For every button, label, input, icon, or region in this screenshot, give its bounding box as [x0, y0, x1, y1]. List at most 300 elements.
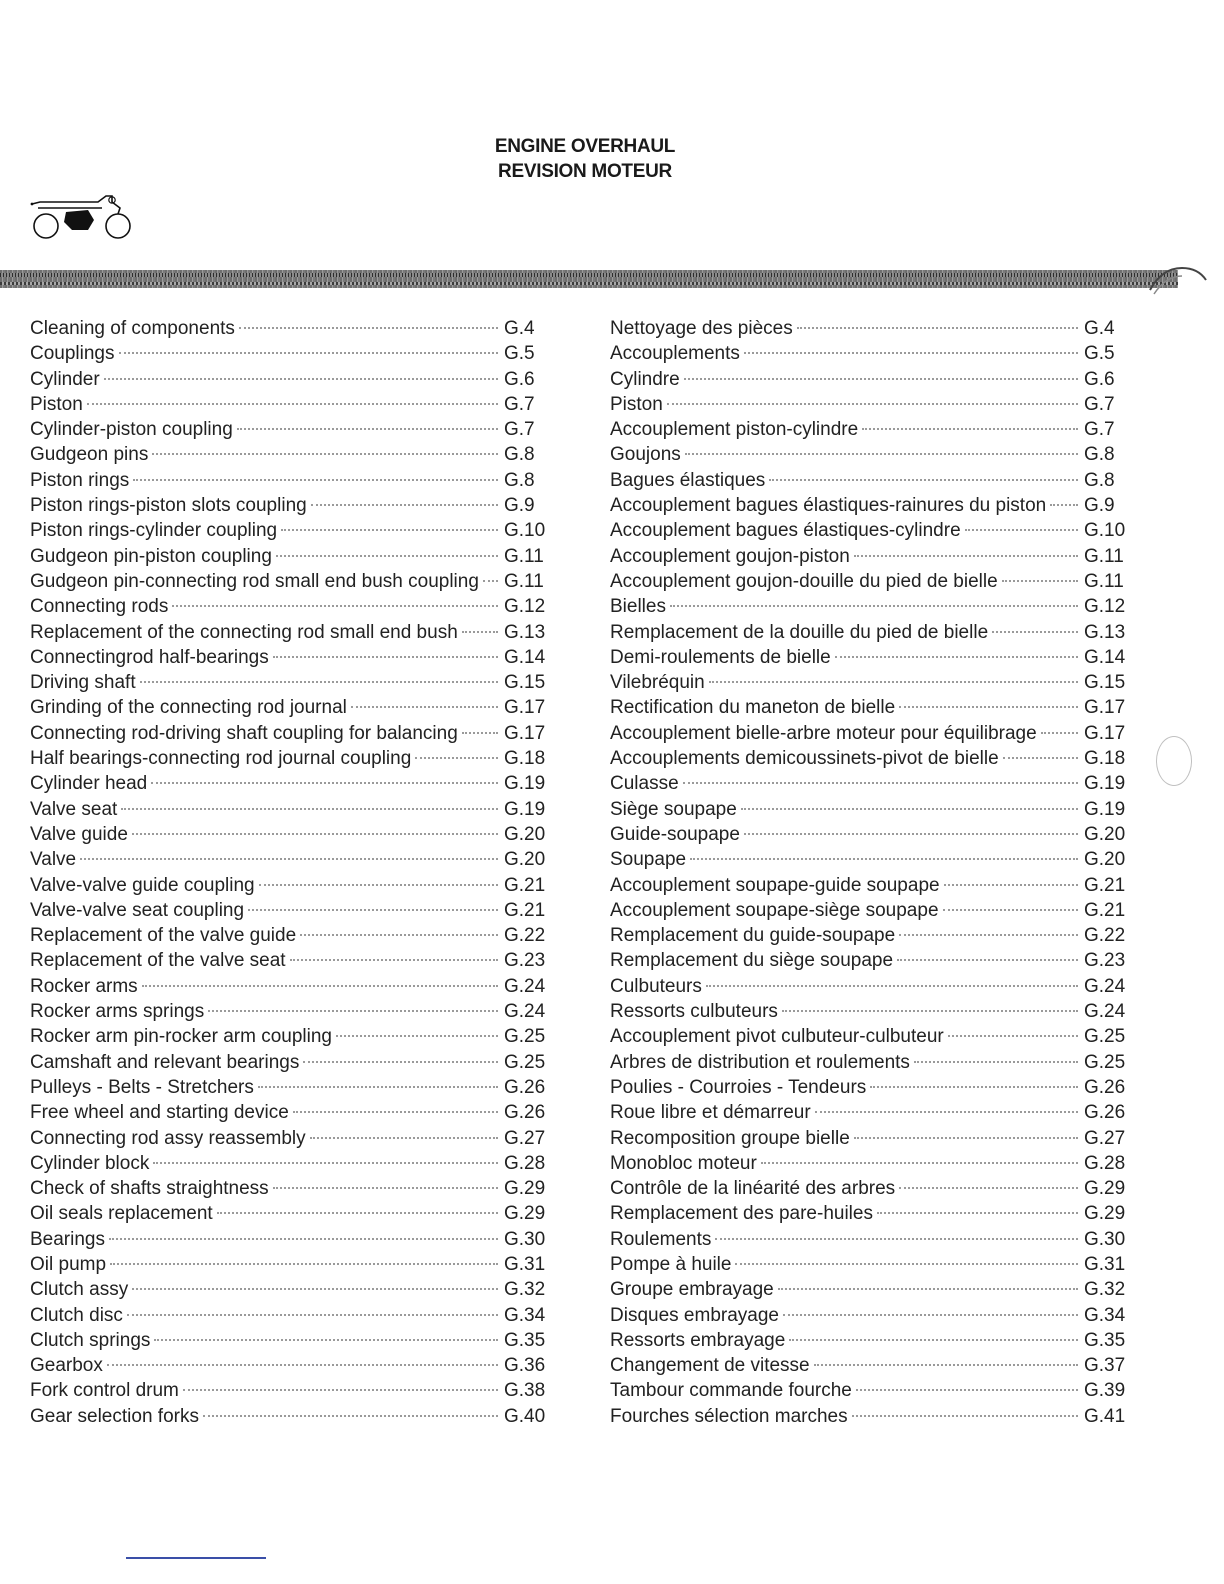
- toc-entry-label: Replacement of the connecting rod small end bush: [30, 621, 458, 643]
- dot-leader: [835, 656, 1078, 658]
- toc-entry-label: Connectingrod half-bearings: [30, 646, 269, 668]
- toc-entry-label: Accouplement soupape-guide soupape: [610, 874, 940, 896]
- dot-leader: [685, 453, 1078, 455]
- toc-entry: [30, 444, 552, 469]
- toc-entry: [610, 596, 1132, 621]
- toc-entry-label: Accouplement pivot culbuteur-culbuteur: [610, 1026, 944, 1048]
- toc-entry: [610, 1026, 1132, 1051]
- toc-entry: [30, 1330, 552, 1355]
- toc-entry-label: Cylinder: [30, 368, 100, 390]
- toc-entry-label: Recomposition groupe bielle: [610, 1127, 850, 1149]
- toc-entry: [610, 1355, 1132, 1380]
- toc-entry-label: Accouplement soupape-siège soupape: [610, 899, 939, 921]
- section-tab-marker: [1148, 262, 1212, 302]
- toc-entry: [610, 470, 1132, 495]
- toc-entry-page: G.26: [504, 1102, 546, 1124]
- toc-entry: [610, 1279, 1132, 1304]
- toc-entry-page: G.41: [1084, 1405, 1126, 1427]
- toc-entry-label: Changement de vitesse: [610, 1355, 810, 1377]
- toc-entry-label: Gearbox: [30, 1355, 103, 1377]
- toc-entry-page: G.17: [504, 722, 546, 744]
- toc-entry-page: G.27: [1084, 1127, 1126, 1149]
- dot-leader: [899, 934, 1078, 936]
- dot-leader: [290, 959, 498, 961]
- toc-entry-page: G.36: [504, 1355, 546, 1377]
- toc-entry-label: Half bearings-connecting rod journal coupling: [30, 748, 412, 770]
- toc-entry: [610, 1406, 1132, 1431]
- toc-entry: [30, 723, 552, 748]
- dot-leader: [948, 1035, 1078, 1037]
- dot-leader: [127, 1314, 498, 1316]
- toc-entry-page: G.14: [504, 646, 546, 668]
- toc-entry-label: Grinding of the connecting rod journal: [30, 697, 347, 719]
- toc-entry-label: Clutch springs: [30, 1329, 151, 1351]
- dot-leader: [706, 985, 1078, 987]
- toc-entry: [610, 799, 1132, 824]
- toc-entry-label: Pulleys - Belts - Stretchers: [30, 1076, 254, 1098]
- title-english: ENGINE OVERHAUL: [494, 136, 676, 157]
- toc-entry: [30, 900, 552, 925]
- dot-leader: [709, 681, 1078, 683]
- dot-leader: [259, 884, 498, 886]
- toc-entry-label: Rocker arm pin-rocker arm coupling: [30, 1026, 332, 1048]
- dot-leader: [769, 479, 1078, 481]
- toc-entry-label: Gear selection forks: [30, 1405, 199, 1427]
- toc-entry-page: G.24: [504, 975, 546, 997]
- toc-entry-label: Siège soupape: [610, 798, 737, 820]
- dot-leader: [854, 1137, 1078, 1139]
- toc-entry-label: Remplacement du guide-soupape: [610, 925, 896, 947]
- toc-entry-page: G.7: [504, 393, 535, 415]
- toc-entry-page: G.21: [1084, 874, 1126, 896]
- contents-english: [30, 318, 552, 1431]
- toc-entry-label: Guide-soupape: [610, 823, 740, 845]
- toc-entry-label: Accouplement bagues élastiques-cylindre: [610, 520, 961, 542]
- toc-entry-page: G.18: [504, 748, 546, 770]
- toc-entry: [610, 849, 1132, 874]
- dot-leader: [690, 858, 1078, 860]
- toc-entry: [30, 950, 552, 975]
- toc-entry: [610, 950, 1132, 975]
- dot-leader: [154, 1339, 498, 1341]
- toc-entry-page: G.6: [1084, 368, 1115, 390]
- toc-entry: [610, 697, 1132, 722]
- toc-entry-label: Accouplements: [610, 343, 740, 365]
- toc-entry-label: Bagues élastiques: [610, 469, 766, 491]
- toc-entry: [610, 1102, 1132, 1127]
- toc-entry: [610, 1001, 1132, 1026]
- toc-entry: [610, 900, 1132, 925]
- toc-entry-page: G.13: [504, 621, 546, 643]
- dot-leader: [153, 1162, 498, 1164]
- toc-entry-page: G.32: [1084, 1279, 1126, 1301]
- toc-entry-label: Rectification du maneton de bielle: [610, 697, 896, 719]
- toc-entry-page: G.7: [504, 419, 535, 441]
- toc-entry-label: Arbres de distribution et roulements: [610, 1051, 910, 1073]
- toc-entry: [30, 925, 552, 950]
- toc-entry-page: G.35: [504, 1329, 546, 1351]
- toc-entry-page: G.11: [1084, 545, 1124, 567]
- toc-entry-label: Gudgeon pin-piston coupling: [30, 545, 272, 567]
- toc-entry-page: G.34: [504, 1304, 546, 1326]
- toc-entry-label: Culasse: [610, 773, 679, 795]
- toc-entry: [610, 773, 1132, 798]
- toc-entry: [30, 571, 552, 596]
- toc-entry-label: Valve seat: [30, 798, 118, 820]
- toc-entry: [610, 748, 1132, 773]
- dot-leader: [217, 1212, 498, 1214]
- dot-leader: [303, 1061, 498, 1063]
- toc-entry-page: G.35: [1084, 1329, 1126, 1351]
- dot-leader: [172, 605, 498, 607]
- dot-leader: [744, 833, 1078, 835]
- toc-entry: [610, 1330, 1132, 1355]
- dot-leader: [992, 631, 1078, 633]
- toc-entry: [30, 1052, 552, 1077]
- toc-entry: [610, 343, 1132, 368]
- toc-entry: [30, 1178, 552, 1203]
- dot-leader: [133, 479, 498, 481]
- toc-entry-page: G.39: [1084, 1380, 1126, 1402]
- dot-leader: [862, 428, 1078, 430]
- toc-entry: [610, 1380, 1132, 1405]
- toc-entry: [30, 1254, 552, 1279]
- toc-entry-page: G.31: [504, 1253, 546, 1275]
- toc-entry: [610, 444, 1132, 469]
- toc-entry-page: G.12: [1084, 596, 1126, 618]
- toc-entry-page: G.5: [504, 343, 535, 365]
- dot-leader: [140, 681, 498, 683]
- toc-entry: [30, 622, 552, 647]
- toc-entry-label: Couplings: [30, 343, 115, 365]
- dot-leader: [107, 1364, 498, 1366]
- dot-leader: [914, 1061, 1078, 1063]
- dot-leader: [273, 656, 498, 658]
- toc-entry: [30, 1001, 552, 1026]
- dot-leader: [110, 1263, 498, 1265]
- toc-entry: [30, 1203, 552, 1228]
- toc-entry: [30, 1077, 552, 1102]
- toc-entry-page: G.28: [504, 1152, 546, 1174]
- toc-entry-label: Bielles: [610, 596, 666, 618]
- toc-entry-label: Oil pump: [30, 1253, 107, 1275]
- dot-leader: [852, 1415, 1078, 1417]
- dot-leader: [151, 782, 498, 784]
- toc-entry-label: Accouplements demicoussinets-pivot de bielle: [610, 748, 999, 770]
- toc-entry-label: Piston rings-piston slots coupling: [30, 495, 307, 517]
- toc-entry: [610, 875, 1132, 900]
- toc-entry-label: Cylinder-piston coupling: [30, 419, 233, 441]
- dot-leader: [248, 909, 498, 911]
- dot-leader: [109, 1238, 498, 1240]
- toc-entry-page: G.30: [504, 1228, 546, 1250]
- dot-leader: [239, 327, 498, 329]
- dot-leader: [351, 706, 498, 708]
- toc-entry: [30, 1229, 552, 1254]
- toc-entry: [610, 1229, 1132, 1254]
- toc-entry-page: G.29: [1084, 1203, 1126, 1225]
- toc-entry-page: G.29: [504, 1178, 546, 1200]
- dot-leader: [814, 1364, 1078, 1366]
- dot-leader: [415, 757, 498, 759]
- dot-leader: [132, 833, 498, 835]
- dot-leader: [783, 1314, 1078, 1316]
- dot-leader: [797, 327, 1078, 329]
- toc-entry: [30, 1380, 552, 1405]
- dot-leader: [152, 453, 498, 455]
- toc-entry-label: Accouplement goujon-piston: [610, 545, 850, 567]
- toc-entry-label: Free wheel and starting device: [30, 1102, 289, 1124]
- toc-entry: [610, 1077, 1132, 1102]
- dot-leader: [741, 808, 1078, 810]
- dot-leader: [273, 1187, 498, 1189]
- dot-leader: [462, 732, 498, 734]
- dot-leader: [462, 631, 498, 633]
- toc-entry-page: G.26: [1084, 1102, 1126, 1124]
- toc-entry-label: Accouplement bagues élastiques-rainures du piston: [610, 495, 1047, 517]
- toc-entry-page: G.10: [1084, 520, 1126, 542]
- toc-entry-label: Piston: [30, 393, 83, 415]
- dot-leader: [670, 605, 1078, 607]
- toc-entry: [30, 1355, 552, 1380]
- toc-entry: [30, 596, 552, 621]
- toc-entry-page: G.22: [504, 925, 546, 947]
- toc-entry-label: Valve guide: [30, 823, 128, 845]
- toc-entry: [30, 976, 552, 1001]
- dot-leader: [183, 1389, 498, 1391]
- dot-leader: [897, 959, 1078, 961]
- toc-entry-label: Tambour commande fourche: [610, 1380, 852, 1402]
- toc-entry-page: G.20: [504, 849, 546, 871]
- dot-leader: [1003, 757, 1078, 759]
- toc-entry: [30, 546, 552, 571]
- dot-leader: [854, 555, 1078, 557]
- dot-leader: [80, 858, 498, 860]
- toc-entry-page: G.8: [1084, 469, 1115, 491]
- toc-entry: [30, 748, 552, 773]
- toc-entry: [30, 470, 552, 495]
- toc-entry-page: G.38: [504, 1380, 546, 1402]
- toc-entry-label: Cylindre: [610, 368, 680, 390]
- toc-entry-page: G.9: [504, 495, 535, 517]
- dot-leader: [121, 808, 498, 810]
- toc-entry: [610, 1305, 1132, 1330]
- toc-entry-page: G.32: [504, 1279, 546, 1301]
- toc-entry-page: G.26: [504, 1076, 546, 1098]
- toc-entry: [30, 697, 552, 722]
- toc-entry-page: G.22: [1084, 925, 1126, 947]
- toc-entry-page: G.15: [504, 672, 546, 694]
- toc-entry-label: Rocker arms: [30, 975, 138, 997]
- dot-leader: [715, 1238, 1078, 1240]
- dot-leader: [744, 352, 1078, 354]
- dot-leader: [856, 1389, 1078, 1391]
- toc-entry: [30, 369, 552, 394]
- toc-entry: [610, 672, 1132, 697]
- toc-entry-page: G.25: [1084, 1026, 1126, 1048]
- toc-entry-label: Fourches sélection marches: [610, 1405, 848, 1427]
- toc-entry-label: Cylinder block: [30, 1152, 150, 1174]
- toc-entry-label: Accouplement goujon-douille du pied de bielle: [610, 570, 998, 592]
- toc-entry-label: Connecting rod assy reassembly: [30, 1127, 306, 1149]
- toc-entry: [610, 1254, 1132, 1279]
- toc-entry: [610, 1178, 1132, 1203]
- dot-leader: [276, 555, 498, 557]
- toc-entry-label: Ressorts culbuteurs: [610, 1001, 778, 1023]
- toc-entry: [30, 520, 552, 545]
- toc-entry: [610, 1203, 1132, 1228]
- dot-leader: [1002, 580, 1078, 582]
- toc-entry-page: G.21: [504, 874, 546, 896]
- toc-entry-page: G.20: [504, 823, 546, 845]
- toc-entry: [30, 1102, 552, 1127]
- toc-entry-label: Cleaning of components: [30, 318, 235, 339]
- toc-entry-label: Accouplement piston-cylindre: [610, 419, 859, 441]
- toc-entry: [610, 622, 1132, 647]
- dot-leader: [899, 1187, 1078, 1189]
- toc-entry-label: Culbuteurs: [610, 975, 702, 997]
- dot-leader: [877, 1212, 1078, 1214]
- toc-entry-label: Poulies - Courroies - Tendeurs: [610, 1076, 867, 1098]
- toc-entry-page: G.15: [1084, 672, 1126, 694]
- dot-leader: [281, 529, 498, 531]
- toc-entry-page: G.4: [504, 318, 535, 339]
- toc-entry-page: G.21: [504, 899, 546, 921]
- toc-entry: [610, 318, 1132, 343]
- dot-leader: [104, 378, 498, 380]
- toc-entry-page: G.9: [1084, 495, 1115, 517]
- toc-entry-label: Gudgeon pins: [30, 444, 149, 466]
- toc-entry-page: G.5: [1084, 343, 1115, 365]
- toc-entry: [610, 495, 1132, 520]
- toc-entry-label: Driving shaft: [30, 672, 136, 694]
- toc-entry-page: G.11: [504, 570, 544, 592]
- toc-entry: [30, 647, 552, 672]
- toc-entry-page: G.8: [504, 469, 535, 491]
- toc-entry-label: Contrôle de la linéarité des arbres: [610, 1178, 896, 1200]
- toc-entry: [30, 343, 552, 368]
- toc-entry-label: Remplacement du siège soupape: [610, 950, 894, 972]
- toc-entry-page: G.34: [1084, 1304, 1126, 1326]
- toc-entry-label: Replacement of the valve guide: [30, 925, 297, 947]
- toc-entry-page: G.30: [1084, 1228, 1126, 1250]
- dot-leader: [761, 1162, 1078, 1164]
- toc-entry-page: G.25: [1084, 1051, 1126, 1073]
- toc-entry-page: G.24: [1084, 1001, 1126, 1023]
- toc-entry-page: G.14: [1084, 646, 1126, 668]
- toc-entry: [30, 849, 552, 874]
- dot-leader: [1050, 504, 1078, 506]
- dot-leader: [483, 580, 498, 582]
- toc-entry-label: Valve-valve guide coupling: [30, 874, 255, 896]
- dot-leader: [815, 1111, 1078, 1113]
- toc-entry-label: Connecting rods: [30, 596, 169, 618]
- toc-entry-page: G.21: [1084, 899, 1126, 921]
- toc-entry: [30, 799, 552, 824]
- toc-entry-label: Soupape: [610, 849, 687, 871]
- toc-entry-label: Remplacement de la douille du pied de bielle: [610, 621, 989, 643]
- toc-entry-page: G.11: [1084, 570, 1124, 592]
- toc-entry-page: G.20: [1084, 823, 1126, 845]
- dot-leader: [336, 1035, 498, 1037]
- toc-entry: [30, 419, 552, 444]
- dot-leader: [943, 909, 1078, 911]
- dot-leader: [944, 884, 1078, 886]
- dot-leader: [965, 529, 1078, 531]
- toc-entry-label: Fork control drum: [30, 1380, 179, 1402]
- toc-entry-page: G.19: [504, 773, 546, 795]
- dot-leader: [310, 1137, 498, 1139]
- dot-leader: [87, 403, 498, 405]
- toc-entry-page: G.8: [1084, 444, 1115, 466]
- toc-entry: [30, 1279, 552, 1304]
- toc-entry: [610, 1153, 1132, 1178]
- toc-entry-page: G.29: [1084, 1178, 1126, 1200]
- toc-entry-label: Oil seals replacement: [30, 1203, 213, 1225]
- toc-entry-label: Rocker arms springs: [30, 1001, 205, 1023]
- toc-entry: [610, 571, 1132, 596]
- toc-entry: [30, 672, 552, 697]
- toc-entry-page: G.19: [1084, 798, 1126, 820]
- dot-leader: [293, 1111, 498, 1113]
- toc-entry-label: Camshaft and relevant bearings: [30, 1051, 300, 1073]
- toc-entry-label: Roue libre et démarreur: [610, 1102, 811, 1124]
- toc-entry-page: G.31: [1084, 1253, 1126, 1275]
- dot-leader: [778, 1288, 1078, 1290]
- toc-entry: [610, 976, 1132, 1001]
- toc-entry-page: G.28: [1084, 1152, 1126, 1174]
- toc-entry-label: Piston rings: [30, 469, 130, 491]
- toc-entry: [610, 419, 1132, 444]
- toc-entry-label: Clutch assy: [30, 1279, 129, 1301]
- dot-leader: [208, 1010, 498, 1012]
- toc-entry: [30, 1026, 552, 1051]
- dot-leader: [899, 706, 1078, 708]
- toc-entry-page: G.18: [1084, 748, 1126, 770]
- dot-leader: [684, 378, 1078, 380]
- toc-entry-label: Bearings: [30, 1228, 105, 1250]
- toc-entry-page: G.13: [1084, 621, 1126, 643]
- page-title: [0, 134, 1170, 184]
- toc-entry-label: Piston: [610, 393, 663, 415]
- toc-entry-label: Goujons: [610, 444, 681, 466]
- dot-leader: [1041, 732, 1078, 734]
- dot-leader: [132, 1288, 498, 1290]
- toc-entry-label: Monobloc moteur: [610, 1152, 757, 1174]
- toc-entry-page: G.8: [504, 444, 535, 466]
- title-french: REVISION MOTEUR: [498, 161, 672, 182]
- toc-entry-label: Accouplement bielle-arbre moteur pour équilibrage: [610, 722, 1037, 744]
- toc-entry-page: G.20: [1084, 849, 1126, 871]
- toc-entry: [30, 1153, 552, 1178]
- toc-entry-label: Ressorts embrayage: [610, 1329, 786, 1351]
- dot-leader: [203, 1415, 498, 1417]
- toc-entry-label: Connecting rod-driving shaft coupling for balancing: [30, 722, 458, 744]
- toc-entry-page: G.17: [504, 697, 546, 719]
- toc-entry-label: Roulements: [610, 1228, 712, 1250]
- toc-entry: [610, 824, 1132, 849]
- toc-entry-label: Clutch disc: [30, 1304, 123, 1326]
- toc-entry: [30, 875, 552, 900]
- toc-entry: [610, 369, 1132, 394]
- dot-leader: [142, 985, 498, 987]
- toc-entry: [30, 318, 552, 343]
- dot-leader: [311, 504, 498, 506]
- toc-entry-page: G.29: [504, 1203, 546, 1225]
- toc-entry: [610, 647, 1132, 672]
- toc-entry-page: G.19: [504, 798, 546, 820]
- scan-mark: [1156, 736, 1192, 786]
